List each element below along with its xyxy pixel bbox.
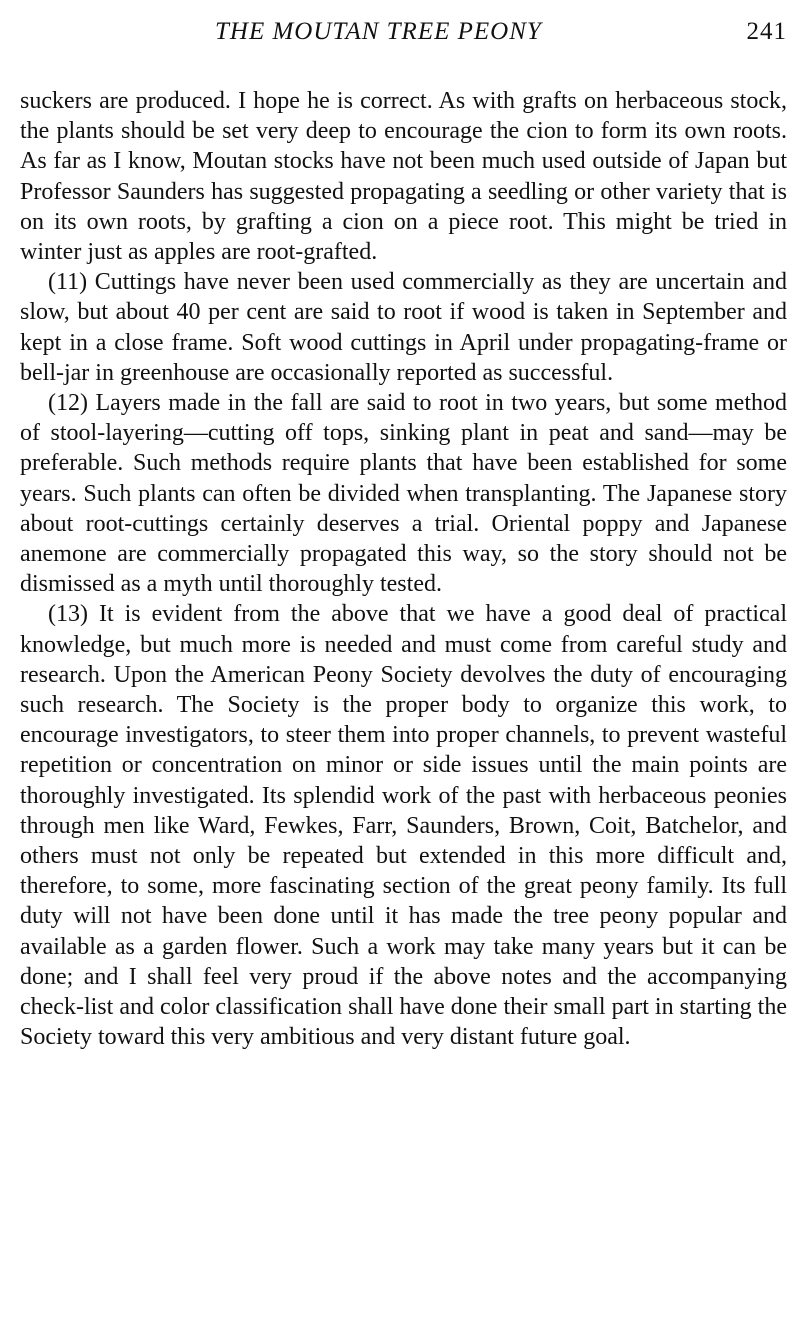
paragraph-research: (13) It is evident from the above that we have a good deal of practical knowledge, but much more is needed and must come from careful study and research. Upon the American Peony Society devolves the duty of encouraging such research. The Society is the proper body to organize this work, to encourage investigators, to steer them into proper channels, to prevent wasteful repetition or concentration on minor or side issues until the main points are thoroughly investigated. Its splendid work of the past with herbaceous peonies through men like Ward, Fewkes, Farr, Saunders, Brown, Coit, Batchelor, and others must not only be repeated but extended in this more difficult and, therefore, to some, more fascinating section of the great peony family. Its full duty will not have been done until it has made the tree peony popular and available as a garden flower. Such a work may take many years but it can be done; and I shall feel very proud if the above notes and the accompanying check-list and color classification shall have done their small part in starting the Society toward this very ambitious and very distant future goal. (20, 601, 787, 1051)
page-number: 241 (746, 18, 787, 45)
paragraph-continuation: suckers are produced. I hope he is correct. As with grafts on herbaceous stock, the plants should be set very deep to encourage the cion to form its own roots. As far as I know, Moutan stocks have not been much used outside of Japan but Professor Saunders has suggested propagating a seedling or other variety that is on its own roots, by grafting a cion on a piece root. This might be tried in winter just as apples are root-grafted. (20, 88, 787, 266)
paragraph-layers: (12) Layers made in the fall are said to root in two years, but some method of stool-layering—cutting off tops, sinking plant in peat and sand—may be preferable. Such methods require plants that have been established for some years. Such plants can often be divided when transplanting. The Japanese story about root-cuttings certainly deserves a trial. Oriental poppy and Japanese anemone are commercially propagated this way, so the story should not be dismissed as a myth until thoroughly tested. (20, 390, 787, 598)
book-page (20, 18, 787, 1053)
running-title: THE MOUTAN TREE PEONY (215, 18, 542, 45)
paragraph-cuttings: (11) Cuttings have never been used commercially as they are uncertain and slow, but about 40 per cent are said to root if wood is taken in September and kept in a close frame. Soft wood cuttings in April under propagating-frame or bell-jar in greenhouse are occasionally reported as successful. (20, 269, 787, 386)
body-text (20, 86, 787, 1053)
page-header (20, 18, 787, 60)
